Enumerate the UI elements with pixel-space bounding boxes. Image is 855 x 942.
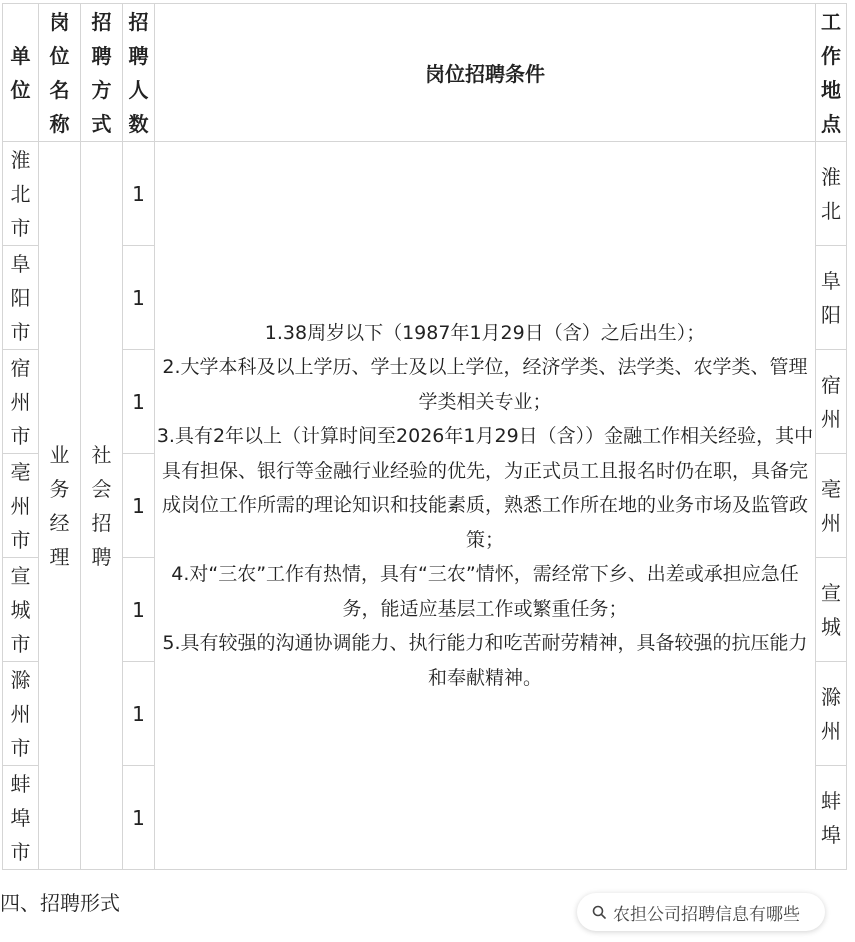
unit-cell: 阜阳市 [3,246,39,350]
location-cell: 阜阳 [816,246,847,350]
table-row [3,142,847,246]
location-cell: 淮北 [816,142,847,246]
header-method: 招聘方式 [81,4,123,142]
count-cell: 1 [123,142,155,246]
unit-cell: 亳州市 [3,454,39,558]
table-header-row [3,4,847,142]
unit-cell: 蚌埠市 [3,766,39,870]
related-search-chip[interactable] [577,893,825,931]
header-position: 岗位名称 [39,4,81,142]
count-cell: 1 [123,246,155,350]
condition-item: 1.38周岁以下（1987年1月29日（含）之后出生）； [264,321,706,344]
location-cell: 宣城 [816,558,847,662]
header-unit: 单位 [3,4,39,142]
condition-item: 5.具有较强的沟通协调能力、执行能力和吃苦耐劳精神，具备较强的抗压能力和奉献精神。 [162,632,808,689]
count-cell: 1 [123,662,155,766]
section-heading: 四、招聘形式 [0,891,120,915]
header-location: 工作地点 [816,4,847,142]
count-cell: 1 [123,350,155,454]
header-count: 招聘人数 [123,4,155,142]
condition-item: 4.对“三农”工作有热情，具有“三农”情怀，需经常下乡、出差或承担应急任务，能适应基层工作或繁重任务； [171,563,799,620]
search-chip-label: 农担公司招聘信息有哪些 [613,904,800,925]
unit-cell: 淮北市 [3,142,39,246]
count-cell: 1 [123,766,155,870]
condition-item: 2.大学本科及以上学历、学士及以上学位，经济学类、法学类、农学类、管理学类相关专业； [162,356,808,413]
location-cell: 蚌埠 [816,766,847,870]
position-name-cell: 业务经理 [39,142,81,870]
conditions-cell [155,142,816,870]
condition-item: 3.具有2年以上（计算时间至2026年1月29日（含））金融工作相关经验，其中具有担保、银行等金融行业经验的优先，为正式员工且报名时仍在职，具备完成岗位工作所需的理论知识和技能素质，熟悉工作所在地的业务市场及监管政策； [156,425,814,551]
unit-cell: 宣城市 [3,558,39,662]
count-cell: 1 [123,454,155,558]
recruit-method-cell: 社会招聘 [81,142,123,870]
location-cell: 亳州 [816,454,847,558]
header-conditions: 岗位招聘条件 [155,4,816,142]
recruitment-table [2,3,847,870]
search-icon [592,905,606,919]
location-cell: 滁州 [816,662,847,766]
location-cell: 宿州 [816,350,847,454]
unit-cell: 宿州市 [3,350,39,454]
unit-cell: 滁州市 [3,662,39,766]
count-cell: 1 [123,558,155,662]
